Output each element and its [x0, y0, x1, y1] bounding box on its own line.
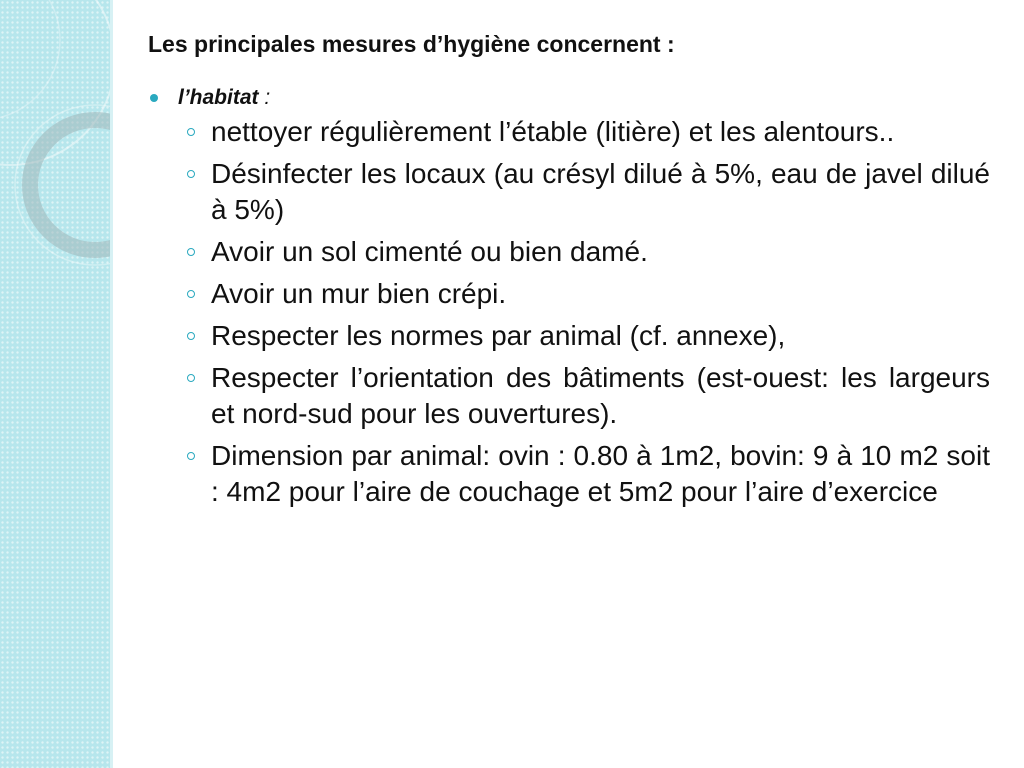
list-item-text: nettoyer régulièrement l’étable (litière) et les alentours.. — [211, 116, 895, 147]
bullet-ring-icon — [187, 128, 195, 136]
bullet-ring-icon — [187, 332, 195, 340]
list-item — [148, 276, 990, 312]
slide-content — [148, 26, 990, 516]
sub-bullet-list — [148, 114, 990, 510]
decorative-side-band — [0, 0, 113, 768]
list-item-text: Respecter les normes par animal (cf. annexe), — [211, 320, 786, 351]
list-item — [148, 360, 990, 432]
list-item — [148, 318, 990, 354]
bullet-dot-icon — [150, 94, 158, 102]
bullet-ring-icon — [187, 248, 195, 256]
section-bullet-habitat — [148, 82, 990, 114]
bullet-ring-icon — [187, 290, 195, 298]
list-item — [148, 234, 990, 270]
bullet-ring-icon — [187, 170, 195, 178]
list-item-text: Avoir un sol cimenté ou bien damé. — [211, 236, 648, 267]
list-item-text: Respecter l’orientation des bâtiments (est-ouest: les largeurs et nord-sud pour les ouvertures). — [211, 362, 990, 429]
bullet-ring-icon — [187, 452, 195, 460]
decorative-rings — [0, 0, 113, 768]
list-item-text: Désinfecter les locaux (au crésyl dilué à 5%, eau de javel dilué à 5%) — [211, 158, 990, 225]
section-separator: : — [258, 86, 271, 109]
bullet-ring-icon — [187, 374, 195, 382]
list-item — [148, 114, 990, 150]
list-item — [148, 438, 990, 510]
slide-title: Les principales mesures d’hygiène concernent : — [148, 31, 675, 57]
list-item-text: Avoir un mur bien crépi. — [211, 278, 507, 309]
list-item-text: Dimension par animal: ovin : 0.80 à 1m2, bovin: 9 à 10 m2 soit : 4m2 pour l’aire de couchage et 5m2 pour l’aire d’exercice — [211, 440, 990, 507]
section-label: l’habitat — [178, 86, 259, 109]
list-item — [148, 156, 990, 228]
